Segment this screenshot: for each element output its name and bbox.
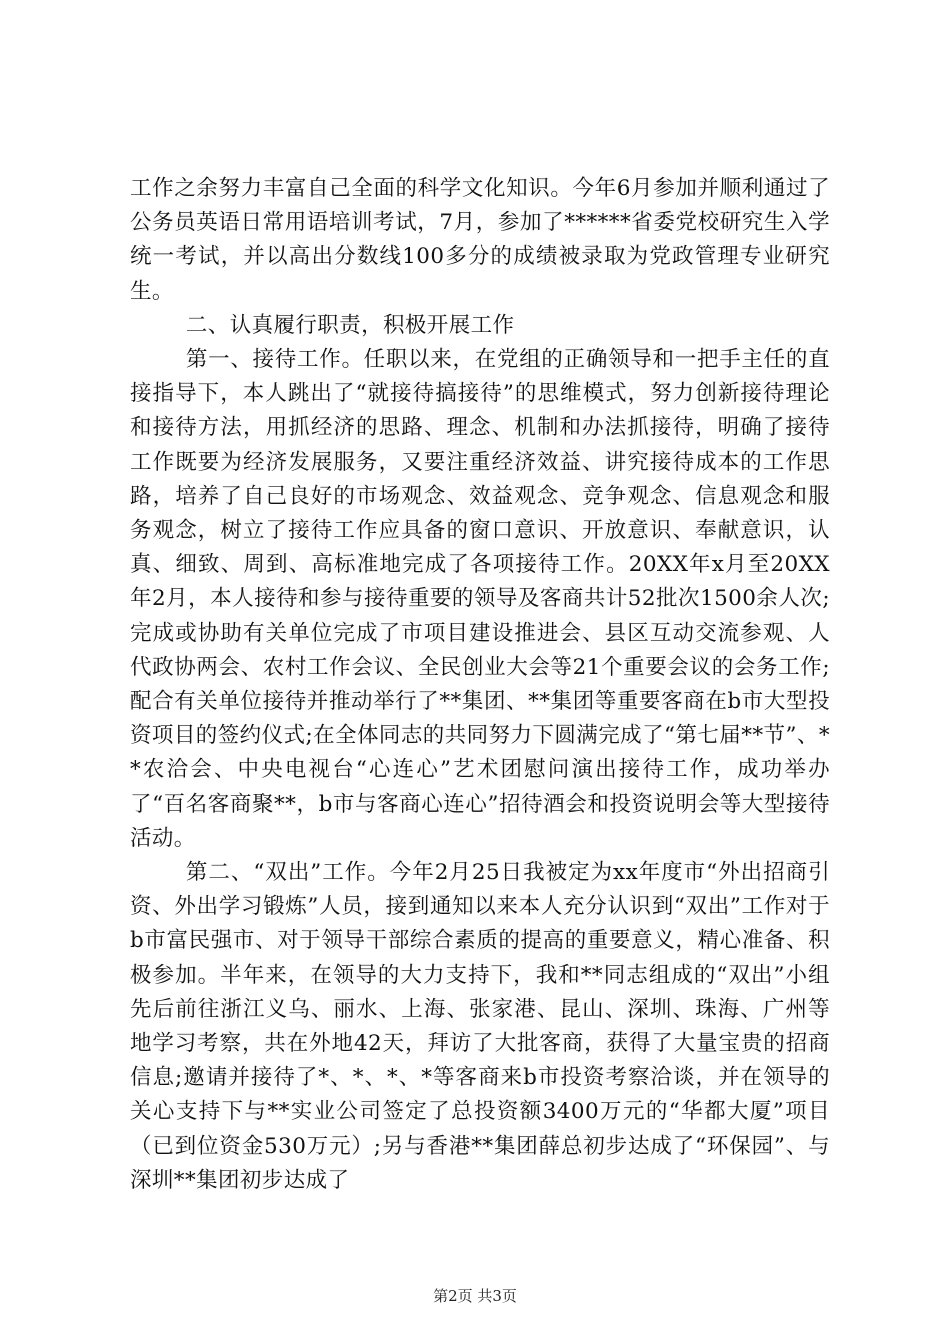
- paragraph-reception-work: 第一、接待工作。任职以来，在党组的正确领导和一把手主任的直接指导下，本人跳出了“就接待搞接待”的思维模式，努力创新接待理论和接待方法，用抓经济的思路、理念、机制和办法抓接待，明确了接待工作既要为经济发展服务，又要注重经济效益、讲究接待成本的工作思路，培养了自己良好的市场观念、效益观念、竞争观念、信息观念和服务观念，树立了接待工作应具备的窗口意识、开放意识、奉献意识，认真、细致、周到、高标准地完成了各项接待工作。20XX年x月至20XX年2月，本人接待和参与接待重要的领导及客商共计52批次1500余人次;完成或协助有关单位完成了市项目建设推进会、县区互动交流参观、人代政协两会、农村工作会议、全民创业大会等21个重要会议的会务工作;配合有关单位接待并推动举行了**集团、**集团等重要客商在b市大型投资项目的签约仪式;在全体同志的共同努力下圆满完成了“第七届**节”、**农洽会、中央电视台“心连心”艺术团慰问演出接待工作，成功举办了“百名客商聚**，b市与客商心连心”招待酒会和投资说明会等大型接待活动。: [130, 347, 830, 851]
- paragraph-continuation: 工作之余努力丰富自己全面的科学文化知识。今年6月参加并顺利通过了公务员英语日常用语培训考试，7月，参加了******省委党校研究生入学统一考试，并以高出分数线100多分的成绩被录取为党政管理专业研究生。: [130, 176, 830, 304]
- page-footer: 第2页 共3页: [433, 1287, 517, 1305]
- paragraph-shuangchu-work: 第二、“双出”工作。今年2月25日我被定为xx年度市“外出招商引资、外出学习锻炼”人员，接到通知以来本人充分认识到“双出”工作对于b市富民强市、对于领导干部综合素质的提高的重要意义，精心准备、积极参加。半年来，在领导的大力支持下，我和**同志组成的“双出”小组先后前往浙江义乌、丽水、上海、张家港、昆山、深圳、珠海、广州等地学习考察，共在外地42天，拜访了大批客商，获得了大量宝贵的招商信息;邀请并接待了*、*、*、*等客商来b市投资考察洽谈，并在领导的关心支持下与**实业公司签定了总投资额3400万元的“华都大厦”项目（已到位资金530万元）;另与香港**集团薛总初步达成了“环保园”、与深圳**集团初步达成了: [130, 860, 830, 1193]
- section-heading: 二、认真履行职责，积极开展工作: [185, 312, 515, 338]
- document-body: [130, 172, 830, 1198]
